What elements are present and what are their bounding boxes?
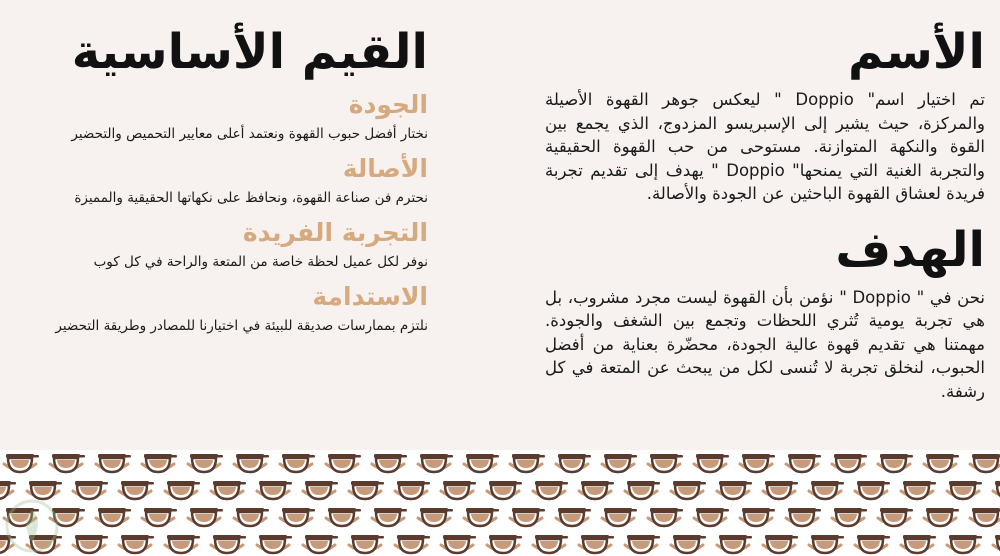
coffee-cup-icon — [487, 535, 522, 553]
coffee-cup-icon — [878, 454, 913, 472]
coffee-cup-icon — [648, 454, 683, 472]
coffee-cup-icon — [901, 481, 936, 499]
coffee-cup-icon — [763, 535, 798, 553]
coffee-cup-icon — [487, 481, 522, 499]
leaf-logo-icon — [4, 498, 60, 554]
coffee-cup-icon — [878, 508, 913, 526]
coffee-cup-icon — [993, 535, 1000, 553]
coffee-cup-icon — [786, 508, 821, 526]
coffee-cup-icon — [970, 508, 1000, 526]
coffee-cup-icon — [809, 535, 844, 553]
value-text: نوفر لكل عميل لحظة خاصة من المتعة والراحة في كل كوب — [93, 254, 428, 270]
coffee-cup-icon — [142, 454, 177, 472]
coffee-cup-icon — [234, 508, 269, 526]
coffee-cup-icon — [832, 508, 867, 526]
coffee-cup-icon — [211, 481, 246, 499]
coffee-cup-icon — [395, 481, 430, 499]
name-heading: الأسم — [847, 24, 985, 80]
coffee-cup-icon — [533, 535, 568, 553]
coffee-cup-icon — [395, 535, 430, 553]
coffee-cup-icon — [510, 454, 545, 472]
coffee-cup-icon — [464, 508, 499, 526]
coffee-cup-icon — [27, 481, 62, 499]
coffee-cup-icon — [510, 508, 545, 526]
coffee-cup-icon — [4, 454, 39, 472]
coffee-cup-icon — [257, 535, 292, 553]
value-text: نحترم فن صناعة القهوة، ونحافظ على نكهاتها الحقيقية والمميزة — [74, 190, 428, 206]
value-title: التجربة الفريدة — [242, 218, 428, 247]
value-title: الاستدامة — [312, 282, 428, 311]
coffee-cup-icon — [280, 508, 315, 526]
coffee-cup-icon — [73, 481, 108, 499]
coffee-cup-icon — [809, 481, 844, 499]
coffee-cup-icon — [441, 535, 476, 553]
coffee-cup-icon — [257, 481, 292, 499]
coffee-cup-icon — [556, 508, 591, 526]
coffee-cup-icon — [947, 535, 982, 553]
coffee-cup-icon — [579, 481, 614, 499]
coffee-cup-icon — [648, 508, 683, 526]
value-text: نختار أفضل حبوب القهوة ونعتمد أعلى معايير التحميص والتحضير — [71, 126, 428, 142]
goal-heading: الهدف — [835, 221, 985, 278]
coffee-cup-icon — [464, 454, 499, 472]
coffee-cup-icon — [671, 535, 706, 553]
coffee-cup-icon — [50, 454, 85, 472]
coffee-cup-icon — [119, 535, 154, 553]
coffee-cup-icon — [303, 481, 338, 499]
coffee-cup-icon — [947, 481, 982, 499]
coffee-cup-icon — [901, 535, 936, 553]
coffee-cup-icon — [832, 454, 867, 472]
coffee-cup-icon — [234, 454, 269, 472]
left-column — [0, 22, 428, 344]
coffee-pattern-band — [0, 450, 1000, 556]
coffee-cup-icon — [349, 535, 384, 553]
coffee-cup-icon — [326, 508, 361, 526]
core-values-heading: القيم الأساسية — [71, 24, 428, 80]
coffee-cup-icon — [740, 454, 775, 472]
coffee-cup-icon — [303, 535, 338, 553]
right-column — [545, 22, 985, 403]
coffee-cup-icon — [924, 454, 959, 472]
coffee-cup-icon — [786, 454, 821, 472]
value-text: نلتزم بممارسات صديقة للبيئة في اختيارنا للمصادر وطريقة التحضير — [55, 318, 428, 334]
coffee-cup-icon — [717, 535, 752, 553]
coffee-cup-icon — [349, 481, 384, 499]
coffee-cup-icon — [763, 481, 798, 499]
coffee-cup-icon — [418, 454, 453, 472]
coffee-cup-icon — [740, 508, 775, 526]
coffee-cup-icon — [119, 481, 154, 499]
coffee-cup-icon — [993, 481, 1000, 499]
coffee-cup-icon — [602, 508, 637, 526]
coffee-cup-icon — [96, 454, 131, 472]
coffee-cup-icon — [671, 481, 706, 499]
goal-paragraph: نحن في " Doppio " نؤمن بأن القهوة ليست مجرد مشروب، بل هي تجربة يومية تُثري اللحظات وتجمع بين الشغف والجودة. مهمتنا هي تقديم قهوة عالية الجودة، محضّرة بعناية من أفضل الحبوب، لنخلق تجربة لا تُنسى لكل من يبحث عن المتعة في كل رشفة. — [545, 287, 985, 401]
coffee-cup-icon — [0, 481, 16, 499]
coffee-cup-icon — [188, 454, 223, 472]
coffee-cup-icon — [625, 535, 660, 553]
coffee-cup-icon — [372, 454, 407, 472]
coffee-cup-icon — [533, 481, 568, 499]
coffee-cup-icon — [188, 508, 223, 526]
coffee-cup-icon — [280, 454, 315, 472]
coffee-cup-icon — [556, 454, 591, 472]
coffee-cup-icon — [372, 508, 407, 526]
value-item-unique-experience — [0, 216, 428, 274]
coffee-cup-icon — [165, 481, 200, 499]
coffee-cup-icon — [694, 454, 729, 472]
coffee-cup-icon — [717, 481, 752, 499]
coffee-cup-icon — [0, 450, 1000, 556]
value-item-quality — [0, 88, 428, 146]
coffee-cup-icon — [855, 535, 890, 553]
coffee-cup-icon — [326, 454, 361, 472]
coffee-cup-icon — [924, 508, 959, 526]
value-title: الأصالة — [342, 154, 428, 183]
coffee-cup-icon — [418, 508, 453, 526]
coffee-cup-icon — [142, 508, 177, 526]
name-paragraph: تم اختيار اسم" Doppio " ليعكس جوهر القهوة الأصيلة والمركزة، حيث يشير إلى الإسبريسو المزدوج، الذي يجمع بين القوة والنكهة المتوازنة. مستوحى من حب القهوة الحقيقية والتجربة الغنية التي يمنحها" Doppio " يهدف إلى تقديم تجربة فريدة لعشاق القهوة الباحثين عن الجودة والأصالة. — [545, 90, 986, 203]
coffee-cup-icon — [602, 454, 637, 472]
coffee-cup-icon — [165, 535, 200, 553]
value-title: الجودة — [348, 90, 428, 119]
coffee-cup-icon — [441, 481, 476, 499]
value-item-sustainability — [0, 280, 428, 338]
value-item-authenticity — [0, 152, 428, 210]
coffee-cup-icon — [211, 535, 246, 553]
coffee-cup-icon — [579, 535, 614, 553]
coffee-cup-icon — [694, 508, 729, 526]
coffee-cup-icon — [970, 454, 1000, 472]
coffee-cup-icon — [855, 481, 890, 499]
coffee-cup-icon — [96, 508, 131, 526]
coffee-cup-icon — [73, 535, 108, 553]
coffee-cup-icon — [625, 481, 660, 499]
